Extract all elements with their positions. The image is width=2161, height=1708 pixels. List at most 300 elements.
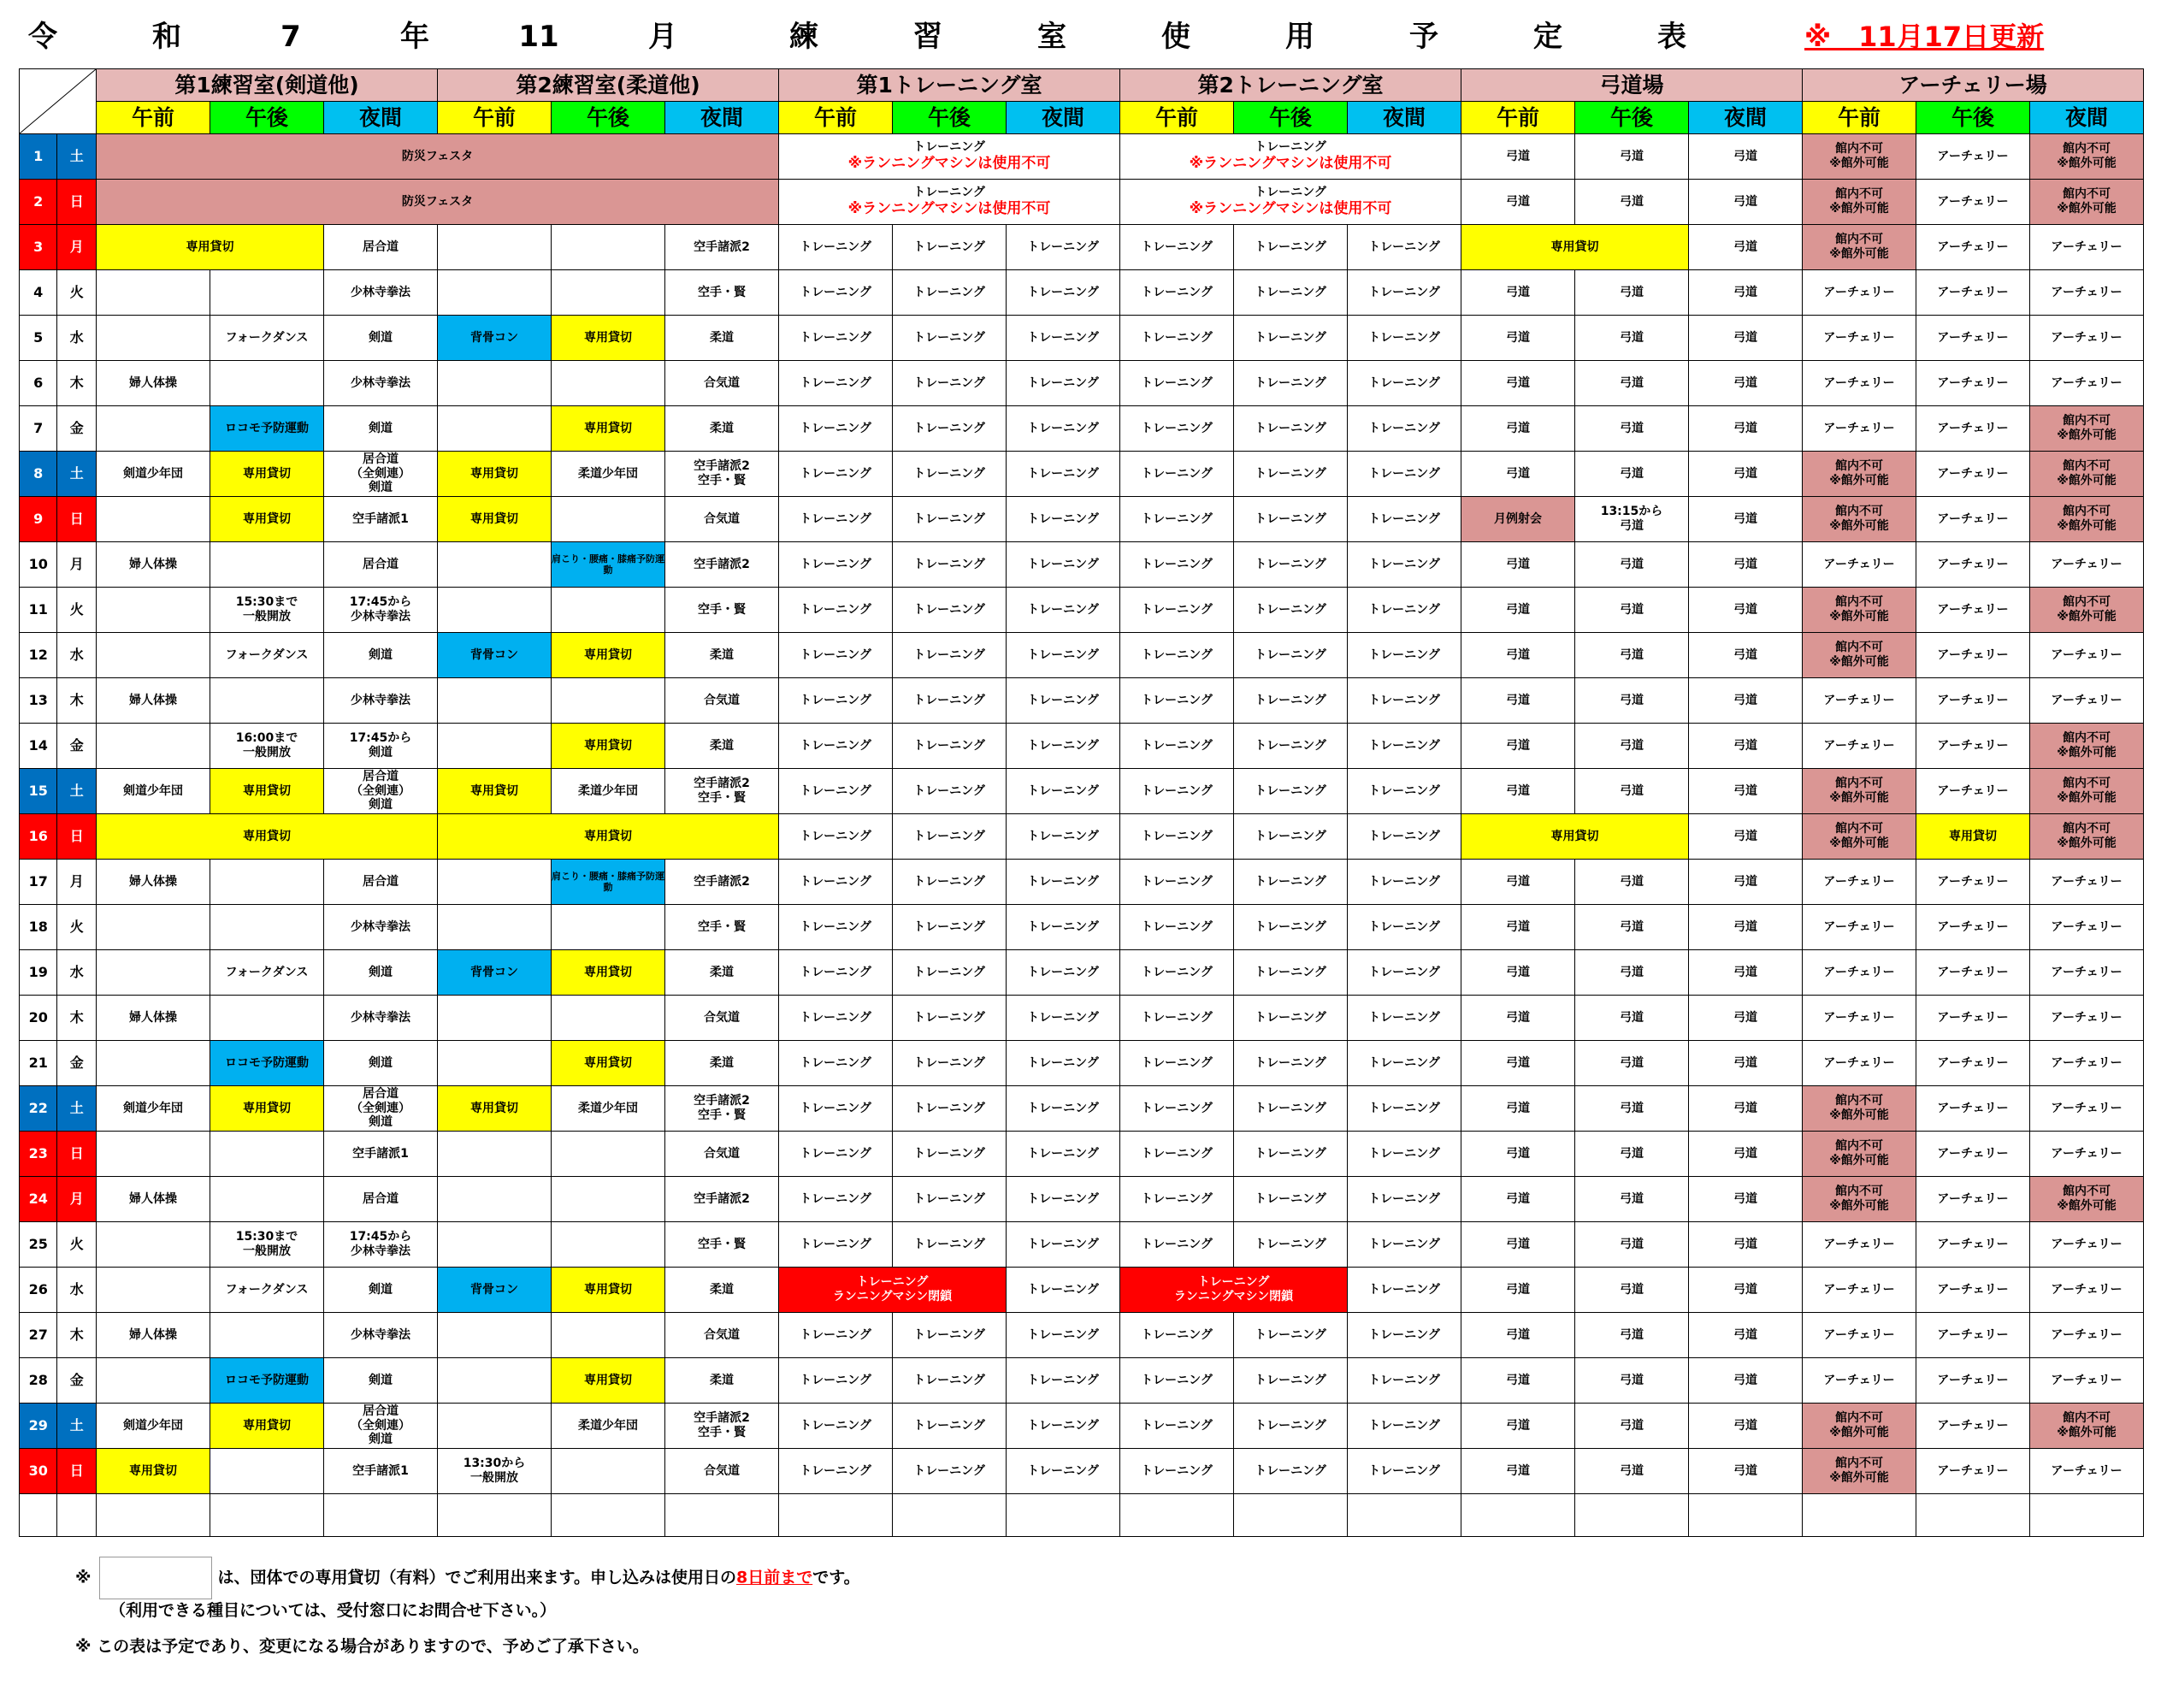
empty-cell xyxy=(1348,1494,1461,1537)
cell-text-line: 弓道 xyxy=(1620,1237,1644,1251)
cell-text-line: 館内不可 xyxy=(1835,777,1883,791)
cell-text-line: トレーニング xyxy=(913,965,985,979)
schedule-cell xyxy=(893,316,1007,361)
cell-text-line: 15:30まで xyxy=(235,595,298,610)
schedule-cell xyxy=(1689,1086,1803,1132)
cell-text-line: ※館外可能 xyxy=(2057,157,2117,170)
cell-text-line: トレーニング xyxy=(1027,783,1099,798)
weekday-cell: 金 xyxy=(57,724,97,769)
schedule-cell xyxy=(1575,180,1689,225)
cell-text-line: 専用貸切 xyxy=(470,511,518,526)
cell-text-line: トレーニング xyxy=(1368,693,1440,707)
schedule-cell xyxy=(1916,406,2030,452)
schedule-cell xyxy=(1575,1404,1689,1449)
schedule-cell xyxy=(552,1404,665,1449)
schedule-cell xyxy=(1348,361,1461,406)
cell-text-line: ※館外可能 xyxy=(1829,1471,1889,1485)
weekday-cell: 木 xyxy=(57,678,97,724)
cell-text-line: トレーニング xyxy=(913,140,985,155)
schedule-cell xyxy=(779,1041,893,1086)
schedule-cell xyxy=(1348,769,1461,814)
title-char: 予 xyxy=(1409,20,1438,54)
cell-text-line: 弓道 xyxy=(1733,1463,1757,1478)
schedule-cell xyxy=(1348,1222,1461,1268)
schedule-cell xyxy=(1120,180,1461,225)
schedule-cell xyxy=(324,905,438,950)
schedule-cell xyxy=(779,1449,893,1494)
cell-text-line: 弓道 xyxy=(1733,783,1757,798)
schedule-cell xyxy=(438,905,552,950)
day-row xyxy=(20,134,2144,180)
schedule-cell xyxy=(1234,361,1348,406)
cell-text-line: 空手諸派2 xyxy=(694,239,750,254)
title-char: 用 xyxy=(1285,20,1314,54)
schedule-cell xyxy=(1916,1177,2030,1222)
schedule-cell xyxy=(1461,316,1575,361)
cell-text-line: 館内不可 xyxy=(1835,641,1883,655)
schedule-cell xyxy=(665,724,779,769)
schedule-cell xyxy=(1348,1313,1461,1358)
cell-text-line: トレーニング xyxy=(1027,511,1099,526)
cell-text-line: 弓道 xyxy=(1620,330,1644,345)
schedule-cell xyxy=(1575,950,1689,996)
cell-text-line: トレーニング xyxy=(913,1418,985,1433)
schedule-cell xyxy=(1461,588,1575,633)
schedule-cell xyxy=(1575,270,1689,316)
cell-text-line: 合気道 xyxy=(704,1010,740,1025)
schedule-cell xyxy=(1234,406,1348,452)
blank-row xyxy=(20,1494,2144,1537)
cell-text-line: 居合道 xyxy=(363,874,399,889)
cell-text-line: ※館外可能 xyxy=(2057,428,2117,442)
schedule-cell xyxy=(893,1358,1007,1404)
schedule-cell xyxy=(438,1086,552,1132)
cell-text-line: トレーニング xyxy=(1368,1191,1440,1206)
cell-text-line: 弓道 xyxy=(1733,829,1757,843)
schedule-cell xyxy=(1689,724,1803,769)
schedule-cell xyxy=(97,1132,210,1177)
cell-text-line: トレーニング xyxy=(800,239,871,254)
cell-text-line: ※館外可能 xyxy=(2057,1426,2117,1439)
day-row xyxy=(20,724,2144,769)
schedule-cell xyxy=(552,542,665,588)
cell-text-line: ※館外可能 xyxy=(2057,746,2117,759)
empty-cell xyxy=(1575,1494,1689,1537)
schedule-cell xyxy=(438,1404,552,1449)
schedule-cell xyxy=(779,134,1120,180)
cell-text-line: 専用貸切 xyxy=(584,1373,632,1387)
schedule-cell xyxy=(665,1132,779,1177)
cell-text-line: 館内不可 xyxy=(2063,1411,2111,1426)
schedule-cell xyxy=(1234,1041,1348,1086)
cell-text-line: 弓道 xyxy=(1620,466,1644,481)
cell-text-line: 館内不可 xyxy=(1835,187,1883,202)
schedule-cell xyxy=(1689,950,1803,996)
schedule-cell xyxy=(2030,180,2144,225)
schedule-cell xyxy=(779,769,893,814)
legend-line xyxy=(75,1557,860,1593)
cell-text-line: ※館外可能 xyxy=(1829,1199,1889,1213)
cell-text-line: 専用貸切 xyxy=(243,511,291,526)
cell-text-line: トレーニング xyxy=(1255,330,1326,345)
date-cell: 9 xyxy=(20,497,57,542)
weekday-cell: 火 xyxy=(57,905,97,950)
cell-text-line: 館内不可 xyxy=(1835,233,1883,247)
day-row xyxy=(20,1449,2144,1494)
schedule-cell xyxy=(438,452,552,497)
cell-text-line: 弓道 xyxy=(1733,647,1757,662)
schedule-cell xyxy=(2030,1313,2144,1358)
schedule-cell xyxy=(1234,1132,1348,1177)
schedule-cell xyxy=(665,769,779,814)
schedule-cell xyxy=(552,1268,665,1313)
day-row xyxy=(20,225,2144,270)
cell-text-line: 専用貸切 xyxy=(470,466,518,481)
cell-text-line: 専用貸切 xyxy=(470,783,518,798)
cell-text-line: 弓道 xyxy=(1620,285,1644,299)
cell-text-line: 空手諸派1 xyxy=(352,511,409,526)
schedule-cell xyxy=(552,1449,665,1494)
weekday-cell: 月 xyxy=(57,225,97,270)
schedule-cell xyxy=(665,497,779,542)
schedule-cell xyxy=(1120,361,1234,406)
weekday-cell: 金 xyxy=(57,1041,97,1086)
schedule-cell xyxy=(210,1313,324,1358)
schedule-cell xyxy=(779,452,893,497)
cell-text-line: トレーニング xyxy=(1255,602,1326,617)
cell-text-line: 剣道 xyxy=(369,1055,393,1070)
cell-text-line: トレーニング xyxy=(913,557,985,571)
cell-text-line: トレーニング xyxy=(1141,1463,1213,1478)
period-header: 夜間 xyxy=(1689,102,1803,134)
cell-text-line: 館内不可 xyxy=(1835,1411,1883,1426)
weekday-cell: 水 xyxy=(57,633,97,678)
schedule-cell xyxy=(1234,905,1348,950)
schedule-cell xyxy=(1803,497,1916,542)
cell-text-line: アーチェリー xyxy=(1937,1373,2009,1387)
cell-text-line: 館内不可 xyxy=(2063,731,2111,746)
cell-text-line: 背骨コン xyxy=(470,1282,518,1297)
cell-text-line: 専用貸切 xyxy=(584,738,632,753)
schedule-cell xyxy=(1120,1177,1234,1222)
schedule-cell xyxy=(1348,497,1461,542)
cell-text-line: （全剣連） xyxy=(351,783,410,798)
cell-text-line: トレーニング xyxy=(1141,738,1213,753)
schedule-cell xyxy=(665,678,779,724)
schedule-cell xyxy=(1689,1041,1803,1086)
weekday-cell: 水 xyxy=(57,316,97,361)
cell-text-line: 館内不可 xyxy=(2063,187,2111,202)
day-row xyxy=(20,270,2144,316)
schedule-cell xyxy=(1120,1041,1234,1086)
schedule-cell xyxy=(893,542,1007,588)
schedule-cell xyxy=(210,724,324,769)
cell-text-line: 弓道 xyxy=(1620,1463,1644,1478)
schedule-cell xyxy=(2030,860,2144,905)
cell-text-line: トレーニング xyxy=(913,1191,985,1206)
cell-text-line: トレーニング xyxy=(1027,1055,1099,1070)
facility-header: 第1トレーニング室 xyxy=(779,69,1120,102)
schedule-cell xyxy=(1575,1313,1689,1358)
schedule-cell xyxy=(210,1086,324,1132)
title-char: 表 xyxy=(1657,20,1686,54)
cell-text-line: ロコモ予防運動 xyxy=(225,1055,309,1070)
schedule-cell xyxy=(1575,134,1689,180)
cell-text-line: トレーニング xyxy=(1141,421,1213,435)
cell-text-line: アーチェリー xyxy=(2051,375,2123,390)
cell-text-line: トレーニング xyxy=(1141,1055,1213,1070)
schedule-cell xyxy=(779,361,893,406)
schedule-cell xyxy=(1120,1449,1234,1494)
cell-text-line: 専用貸切 xyxy=(243,1101,291,1115)
cell-text-line: 弓道 xyxy=(1733,557,1757,571)
schedule-cell xyxy=(1461,950,1575,996)
schedule-cell xyxy=(779,542,893,588)
schedule-cell xyxy=(1120,769,1234,814)
schedule-cell xyxy=(552,316,665,361)
cell-text-line: トレーニング xyxy=(1141,1373,1213,1387)
schedule-cell xyxy=(1689,588,1803,633)
cell-text-line: 弓道 xyxy=(1620,738,1644,753)
cell-text-line: トレーニング xyxy=(800,1237,871,1251)
schedule-cell xyxy=(552,1086,665,1132)
schedule-cell xyxy=(1007,1268,1120,1313)
cell-text-line: アーチェリー xyxy=(2051,1373,2123,1387)
cell-text-line: アーチェリー xyxy=(1823,738,1895,753)
schedule-cell xyxy=(1007,452,1120,497)
cell-text-line: 弓道 xyxy=(1733,602,1757,617)
cell-text-line: トレーニング xyxy=(1368,874,1440,889)
schedule-cell xyxy=(1120,406,1234,452)
schedule-cell xyxy=(1803,769,1916,814)
cell-text-line: 弓道 xyxy=(1620,149,1644,163)
weekday-cell: 日 xyxy=(57,1449,97,1494)
cell-text-line: トレーニング xyxy=(913,738,985,753)
cell-text-line: 少林寺拳法 xyxy=(351,375,410,390)
empty-cell xyxy=(1120,1494,1234,1537)
schedule-cell xyxy=(1120,1313,1234,1358)
schedule-cell xyxy=(1348,406,1461,452)
period-header: 午後 xyxy=(1234,102,1348,134)
schedule-cell xyxy=(1689,270,1803,316)
schedule-cell xyxy=(779,678,893,724)
schedule-cell xyxy=(552,588,665,633)
schedule-cell xyxy=(779,225,893,270)
cell-text-line: アーチェリー xyxy=(2051,1327,2123,1342)
schedule-cell xyxy=(1916,1222,2030,1268)
schedule-cell xyxy=(1120,134,1461,180)
schedule-cell xyxy=(438,1358,552,1404)
schedule-cell xyxy=(1916,1132,2030,1177)
schedule-cell xyxy=(665,633,779,678)
cell-text-line: トレーニング xyxy=(800,466,871,481)
cell-text-line: トレーニング xyxy=(913,829,985,843)
schedule-cell xyxy=(1575,406,1689,452)
schedule-cell xyxy=(210,270,324,316)
cell-text-line: トレーニング xyxy=(1255,421,1326,435)
schedule-cell xyxy=(1461,633,1575,678)
schedule-cell xyxy=(1575,1268,1689,1313)
inquiry-note: （利用できる種目については、受付窓口にお問合せ下さい。） xyxy=(109,1601,557,1620)
cell-text-line: アーチェリー xyxy=(1937,647,2009,662)
cell-text-line: ※館外可能 xyxy=(2057,836,2117,850)
schedule-cell xyxy=(1234,950,1348,996)
cell-text-line: 弓道 xyxy=(1620,421,1644,435)
cell-text-line: 弓道 xyxy=(1733,421,1757,435)
schedule-cell xyxy=(1575,996,1689,1041)
cell-text-line: アーチェリー xyxy=(2051,557,2123,571)
schedule-cell xyxy=(210,1358,324,1404)
cell-text-line: 弓道 xyxy=(1733,149,1757,163)
cell-text-line: ※館外可能 xyxy=(2057,791,2117,805)
schedule-cell xyxy=(1461,270,1575,316)
cell-text-line: トレーニング xyxy=(1368,511,1440,526)
cell-text-line: ※館外可能 xyxy=(1829,1108,1889,1122)
cell-text-line: 一般開放 xyxy=(243,1244,291,1258)
cell-text-line: トレーニング xyxy=(800,1373,871,1387)
cell-text-line: 空手・賢 xyxy=(698,919,746,934)
cell-text-line: トレーニング xyxy=(1141,1146,1213,1161)
cell-text-line: 剣道 xyxy=(369,330,393,345)
cell-text-line: 婦人体操 xyxy=(129,874,177,889)
cell-text-line: 館内不可 xyxy=(1835,1185,1883,1199)
schedule-cell xyxy=(1916,134,2030,180)
cell-text-line: トレーニング xyxy=(800,783,871,798)
cell-text-line: 弓道 xyxy=(1733,466,1757,481)
cell-text-line: アーチェリー xyxy=(1823,1237,1895,1251)
schedule-cell xyxy=(665,950,779,996)
schedule-cell xyxy=(893,1222,1007,1268)
cell-text-line: アーチェリー xyxy=(1937,1327,2009,1342)
schedule-cell xyxy=(324,1086,438,1132)
cell-text-line: 専用貸切 xyxy=(584,647,632,662)
day-row xyxy=(20,1404,2144,1449)
cell-text-line: トレーニング xyxy=(800,1418,871,1433)
cell-text-line: トレーニング xyxy=(1027,647,1099,662)
period-header: 午前 xyxy=(1120,102,1234,134)
cell-text-line: 館内不可 xyxy=(2063,595,2111,610)
cell-text-line: 弓道 xyxy=(1620,1146,1644,1161)
schedule-table xyxy=(19,68,2144,1537)
schedule-cell xyxy=(1234,996,1348,1041)
cell-text-line: 専用貸切 xyxy=(243,783,291,798)
weekday-cell: 金 xyxy=(57,406,97,452)
schedule-cell xyxy=(1803,270,1916,316)
schedule-cell xyxy=(1916,1268,2030,1313)
schedule-cell xyxy=(665,225,779,270)
schedule-cell xyxy=(438,316,552,361)
cell-text-line: アーチェリー xyxy=(1937,965,2009,979)
cell-text-line: 合気道 xyxy=(704,375,740,390)
cell-text-line: 空手諸派2 xyxy=(694,1094,750,1108)
date-cell: 26 xyxy=(20,1268,57,1313)
day-row xyxy=(20,588,2144,633)
schedule-cell xyxy=(1348,996,1461,1041)
schedule-cell xyxy=(665,860,779,905)
cell-text-line: 弓道 xyxy=(1620,693,1644,707)
schedule-cell xyxy=(1803,950,1916,996)
schedule-cell xyxy=(893,1313,1007,1358)
schedule-cell xyxy=(2030,1404,2144,1449)
schedule-cell xyxy=(552,1358,665,1404)
schedule-cell xyxy=(324,633,438,678)
cell-text-line: 一般開放 xyxy=(243,610,291,624)
schedule-cell xyxy=(1120,1086,1234,1132)
schedule-cell xyxy=(779,588,893,633)
cell-text-line: 弓道 xyxy=(1506,1010,1530,1025)
schedule-cell xyxy=(2030,1449,2144,1494)
schedule-cell xyxy=(1689,1404,1803,1449)
schedule-cell xyxy=(552,905,665,950)
schedule-cell xyxy=(2030,633,2144,678)
cell-text-line: 館内不可 xyxy=(1835,459,1883,474)
schedule-cell xyxy=(2030,950,2144,996)
schedule-cell xyxy=(1348,316,1461,361)
legend-deadline: 8日前まで xyxy=(735,1568,813,1587)
schedule-cell xyxy=(1234,860,1348,905)
schedule-cell xyxy=(552,1041,665,1086)
cell-text-line: トレーニング xyxy=(913,1373,985,1387)
schedule-cell xyxy=(893,769,1007,814)
schedule-cell xyxy=(1348,225,1461,270)
corner-diagonal xyxy=(20,69,96,133)
schedule-cell xyxy=(893,814,1007,860)
cell-text-line: 専用貸切 xyxy=(243,829,291,843)
schedule-cell xyxy=(1461,1177,1575,1222)
schedule-cell xyxy=(1803,1132,1916,1177)
cell-text-line: トレーニング xyxy=(913,186,985,200)
weekday-cell: 土 xyxy=(57,769,97,814)
schedule-cell xyxy=(779,633,893,678)
cell-text-line: トレーニング xyxy=(1255,1191,1326,1206)
cell-text-line: トレーニング xyxy=(800,738,871,753)
schedule-cell xyxy=(97,1404,210,1449)
schedule-cell xyxy=(1120,1404,1234,1449)
schedule-cell xyxy=(1234,1358,1348,1404)
cell-text-line: 剣道 xyxy=(369,1115,393,1130)
weekday-cell: 月 xyxy=(57,860,97,905)
cell-text-line: 専用貸切 xyxy=(186,239,234,254)
cell-text-line: トレーニング xyxy=(1141,829,1213,843)
cell-text-line: トレーニング xyxy=(1141,1191,1213,1206)
schedule-cell xyxy=(2030,1358,2144,1404)
cell-text-line: 剣道 xyxy=(369,1282,393,1297)
cell-text-line: 館内不可 xyxy=(2063,822,2111,836)
cell-text-line: アーチェリー xyxy=(2051,1010,2123,1025)
cell-text-line: トレーニング xyxy=(1027,239,1099,254)
date-cell: 3 xyxy=(20,225,57,270)
schedule-cell xyxy=(1120,1132,1234,1177)
schedule-cell xyxy=(438,1449,552,1494)
schedule-cell xyxy=(1234,316,1348,361)
schedule-cell xyxy=(438,996,552,1041)
schedule-cell xyxy=(2030,225,2144,270)
schedule-cell xyxy=(1461,1313,1575,1358)
facility-header: 弓道場 xyxy=(1461,69,1803,102)
schedule-cell xyxy=(324,1313,438,1358)
cell-text-line: トレーニング xyxy=(1368,1010,1440,1025)
weekday-cell: 月 xyxy=(57,1177,97,1222)
schedule-cell xyxy=(1689,1313,1803,1358)
schedule-cell xyxy=(97,1268,210,1313)
day-row xyxy=(20,1313,2144,1358)
schedule-cell xyxy=(1575,860,1689,905)
schedule-cell xyxy=(1916,1358,2030,1404)
cell-text-line: 弓道 xyxy=(1733,330,1757,345)
schedule-cell xyxy=(97,1177,210,1222)
cell-text-line: アーチェリー xyxy=(1937,1010,2009,1025)
schedule-cell xyxy=(2030,996,2144,1041)
